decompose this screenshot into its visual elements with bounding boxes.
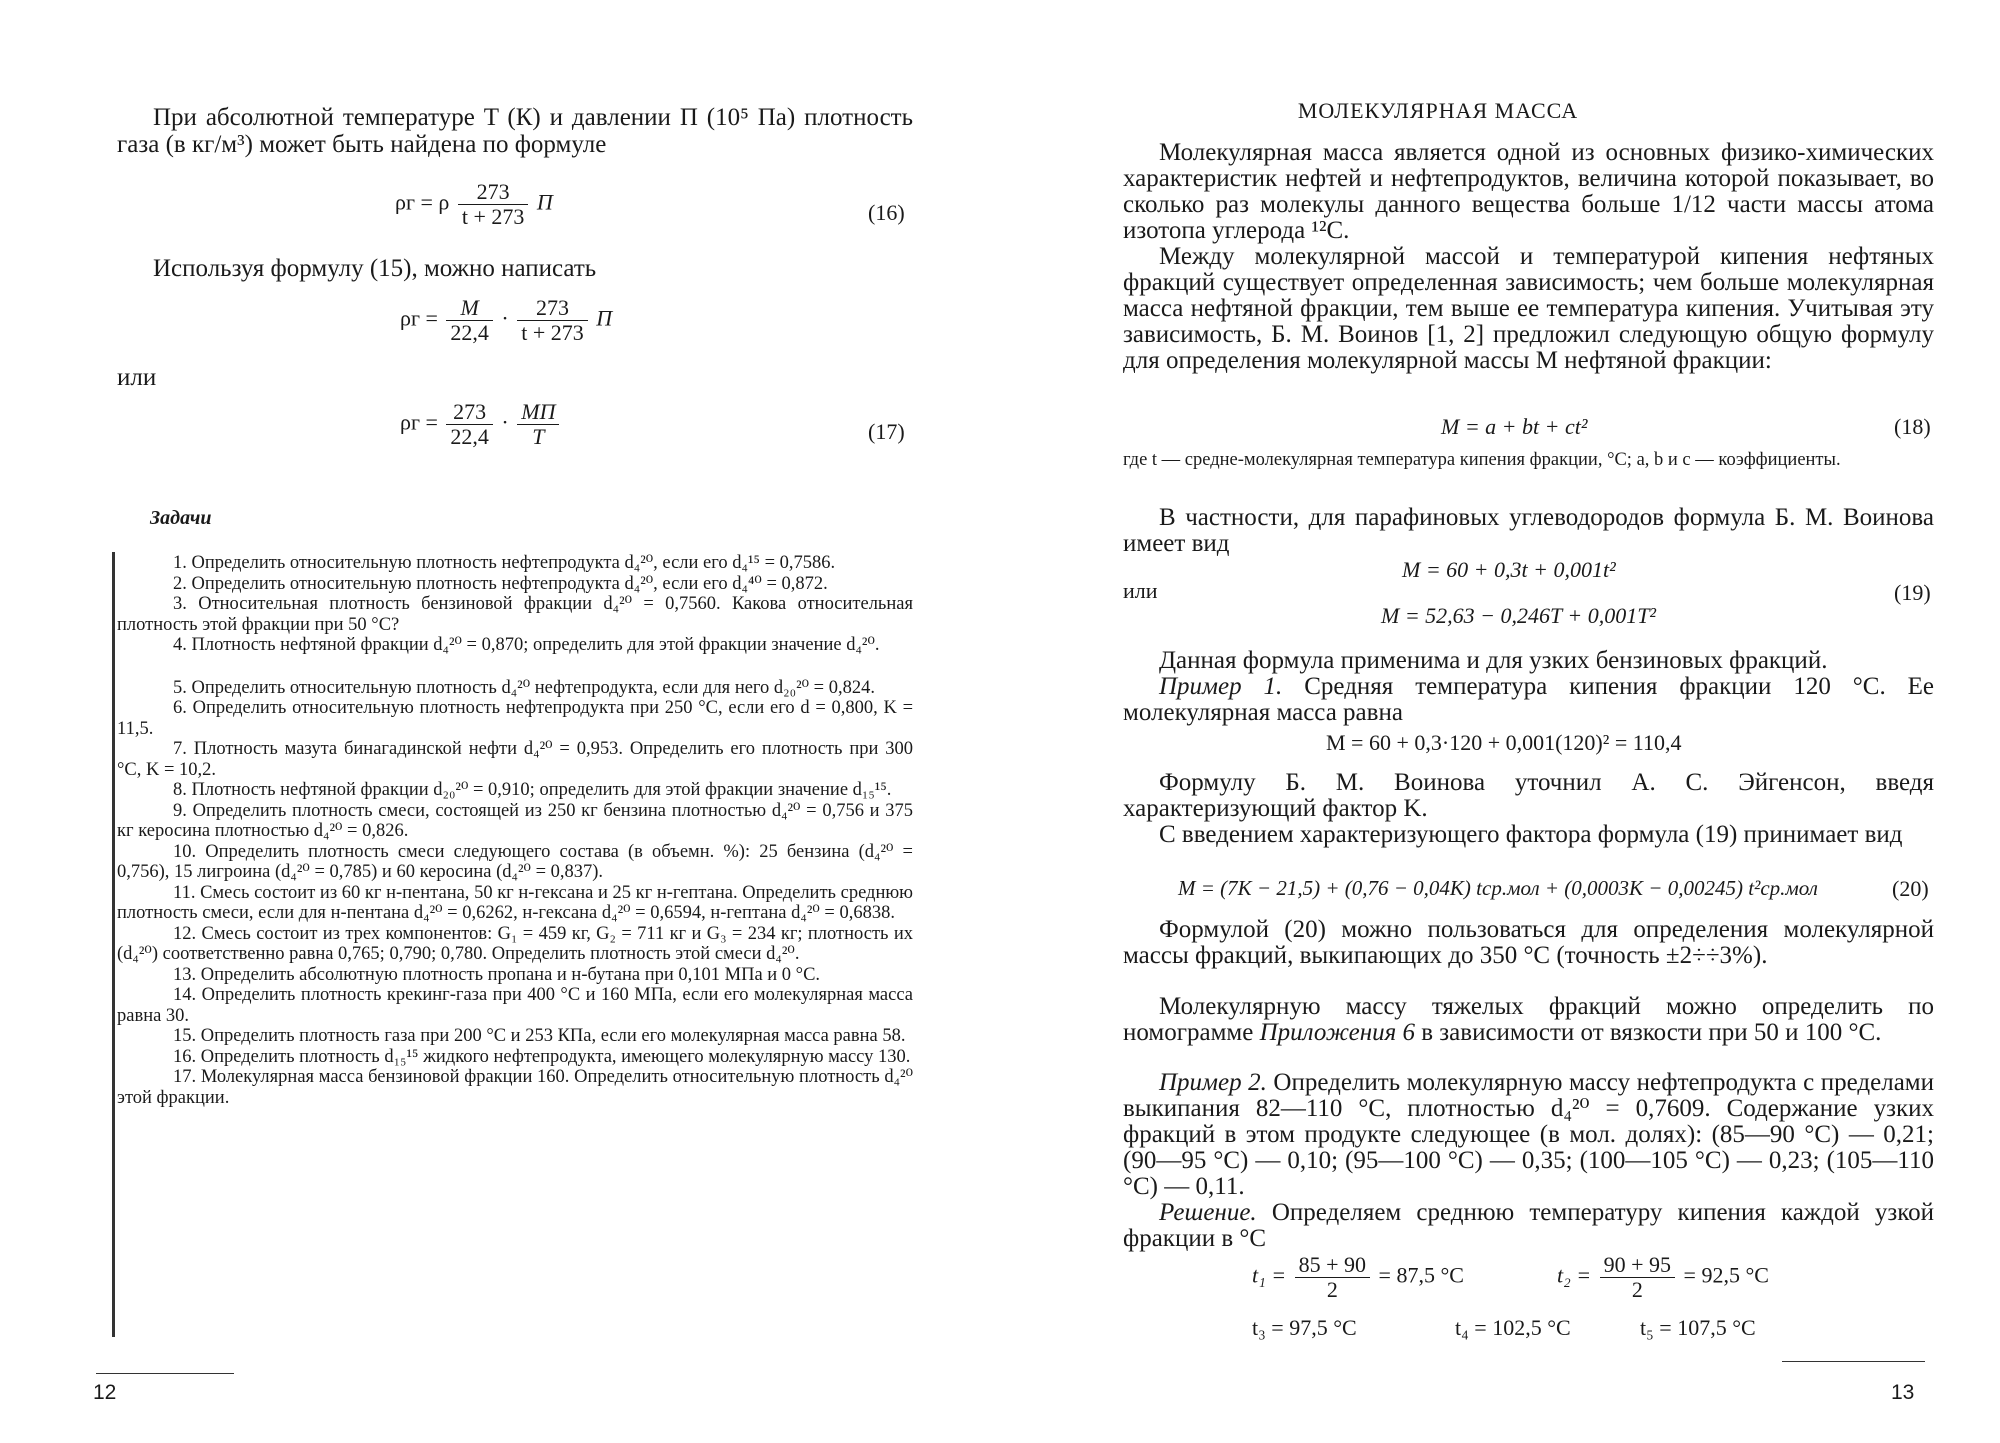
paragraph-8-start: Молекулярную массу тяжелых фракций можно определить по номограмме [1123, 993, 1934, 1046]
t2-numerator: 90 + 95 [1600, 1253, 1675, 1278]
solution-label: Решение. [1159, 1199, 1257, 1226]
paragraph-4: Данная формула применима и для узких бензиновых фракций. [1159, 647, 1828, 674]
t2-rhs: = 92,5 °С [1683, 1262, 1769, 1288]
eq16-fraction [458, 180, 529, 229]
equation-t3: t₃ = 97,5 °С [1252, 1315, 1357, 1340]
example-2-paragraph [1123, 1070, 1934, 1200]
or-text-left: или [117, 364, 157, 391]
eq15b-dot: · [501, 305, 509, 331]
equation-t2 [1557, 1253, 1769, 1302]
eq15b-num1: M [446, 296, 493, 321]
t1-fraction [1295, 1253, 1370, 1302]
t1-lhs: t₁ = [1252, 1262, 1287, 1288]
paragraph-2: Между молекулярной массой и температурой кипения нефтяных фракций существует определенная зависимость; чем больше молекулярная масса нефтяной фракции, тем выше ее температура кипения. Учитывая эту зависимость, Б. М. Воинов [1, 2] предложил следующую общую формулу для определения молекулярной массы M нефтяной фракции: [1123, 243, 1934, 374]
task-item: 1. Определить относительную плотность нефтепродукта d₄²⁰, если его d₄¹⁵ = 0,7586. [173, 553, 836, 573]
eq16-tail: П [536, 189, 553, 215]
page-number-left: 12 [93, 1381, 117, 1404]
solution-text: Определяем среднюю температуру кипения каждой узкой фракции в °С [1123, 1199, 1934, 1252]
eq15b-den1: 22,4 [450, 320, 489, 345]
solution-paragraph [1123, 1200, 1934, 1252]
task-item: 12. Смесь состоит из трех компонентов: G₁ = 459 кг, G₂ = 711 кг и G₃ = 234 кг; плотность их (d₄²⁰) соответственно равна 0,765; 0,790; 0,780. Определить плотность этой смеси d₄²⁰. [117, 923, 913, 964]
equation-example-1: M = 60 + 0,3·120 + 0,001(120)² = 110,4 [1326, 730, 1682, 755]
eq16-numerator: 273 [458, 180, 529, 205]
equation-20: M = (7K − 21,5) + (0,76 − 0,04K) tср.мол + (0,0003K − 0,00245) t²ср.мол [1178, 876, 1818, 900]
t1-denominator: 2 [1326, 1277, 1338, 1302]
eq17-num2: MП [517, 400, 559, 425]
equation-number-20: (20) [1892, 876, 1929, 901]
eq15b-num2: 273 [517, 296, 588, 321]
example-2-label: Пример 2. [1159, 1069, 1267, 1096]
task-item: 10. Определить плотность смеси следующего состава (в объемн. %): 25 бензина (d₄²⁰ = 0,756), 15 лигроина (d₄²⁰ = 0,785) и 60 керосина (d₄²⁰ = 0,837). [117, 841, 913, 882]
equation-19a: M = 60 + 0,3t + 0,001t² [1402, 557, 1616, 582]
example-1-text: Средняя температура кипения фракции 120 °С. Ее молекулярная масса равна [1123, 673, 1935, 726]
t1-numerator: 85 + 90 [1295, 1253, 1370, 1278]
or-text-right: или [1123, 578, 1158, 603]
eq17-dot: · [501, 409, 509, 435]
t1-rhs: = 87,5 °С [1378, 1262, 1464, 1288]
paragraph-7: Формулой (20) можно пользоваться для определения молекулярной массы фракций, выкипающих до 350 °С (точность ±2÷÷3%). [1123, 916, 1934, 969]
equation-19b: M = 52,63 − 0,246T + 0,001T² [1381, 603, 1657, 628]
eq15b-den2: t + 273 [521, 320, 584, 345]
equation-18: M = a + bt + ct² [1441, 414, 1588, 439]
paragraph-1: Молекулярная масса является одной из основных физико-химических характеристик нефтей и нефтепродуктов, величина которой показывает, во сколько раз молекулы данного вещества больше 1/12 части массы атома изотопа углерода ¹²С. [1123, 139, 1934, 244]
task-item: 5. Определить относительную плотность d₄²⁰ нефтепродукта, если для него d₂₀²⁰ = 0,824. [173, 677, 875, 698]
task-item: 8. Плотность нефтяной фракции d₂₀²⁰ = 0,910; определить для этой фракции значение d₁₅¹⁵. [173, 780, 892, 800]
example-1-paragraph [1123, 674, 1934, 726]
equation-15b [400, 296, 612, 345]
eq17-fraction-2 [517, 400, 559, 449]
equation-number-16: (16) [868, 200, 905, 225]
task-item: 9. Определить плотность смеси, состоящей из 250 кг бензина плотностью d₄²⁰ = 0,756 и 375 кг керосина плотностью d₄²⁰ = 0,826. [117, 800, 913, 841]
t2-denominator: 2 [1631, 1277, 1643, 1302]
section-heading: МОЛЕКУЛЯРНАЯ МАССА [1297, 98, 1579, 123]
footer-rule-right [1782, 1361, 1925, 1362]
eq16-denominator: t + 273 [461, 204, 525, 229]
eq15b-tail: П [596, 305, 613, 331]
eq15b-fraction-1 [446, 296, 493, 345]
where-18-text: где t — средне-молекулярная температура кипения фракции, °С; a, b и c — коэффициенты. [1123, 450, 1841, 470]
eq17-den1: 22,4 [450, 424, 489, 449]
using-formula-text: Используя формулу (15), можно написать [153, 255, 597, 282]
paragraph-3: В частности, для парафиновых углеводородов формула Б. М. Воинова имеет вид [1123, 504, 1934, 557]
eq16-lhs: ρг = ρ [395, 189, 450, 215]
tasks-heading: Задачи [150, 507, 212, 529]
footer-rule-left [96, 1373, 234, 1374]
task-item: 13. Определить абсолютную плотность пропана и н-бутана при 0,101 МПа и 0 °С. [173, 964, 821, 985]
task-item: 16. Определить плотность d₁₅¹⁵ жидкого нефтепродукта, имеющего молекулярную массу 130. [173, 1046, 911, 1067]
eq17-lhs: ρг = [400, 409, 438, 435]
paragraph-5: Формулу Б. М. Воинова уточнил А. С. Эйгенсон, введя характеризующий фактор K. [1123, 769, 1934, 822]
equation-16 [395, 180, 553, 229]
eq17-num1: 273 [446, 400, 493, 425]
task-item: 17. Молекулярная масса бензиновой фракции 160. Определить относительную плотность d₄²⁰ этой фракции. [117, 1067, 913, 1108]
task-item: 14. Определить плотность крекинг-газа при 400 °С и 160 МПа, если его молекулярная масса равна 30. [117, 985, 913, 1026]
eq15b-fraction-2 [517, 296, 588, 345]
eq17-fraction-1 [446, 400, 493, 449]
task-item: 2. Определить относительную плотность нефтепродукта d₄²⁰, если его d₄⁴⁰ = 0,872. [173, 573, 828, 594]
equation-t1 [1252, 1253, 1464, 1302]
equation-number-18: (18) [1894, 414, 1931, 439]
eq17-den2: T [532, 424, 545, 449]
t2-lhs: t₂ = [1557, 1262, 1592, 1288]
page-number-right: 13 [1891, 1381, 1915, 1404]
paragraph-6: С введением характеризующего фактора формула (19) принимает вид [1159, 821, 1903, 848]
equation-t5: t₅ = 107,5 °С [1640, 1315, 1756, 1340]
paragraph-8-end: в зависимости от вязкости при 50 и 100 °С. [1415, 1019, 1882, 1046]
intro-paragraph: При абсолютной температуре T (К) и давлении П (10⁵ Па) плотность газа (в кг/м³) может быть найдена по формуле [117, 104, 913, 158]
equation-17 [400, 400, 562, 449]
eq15b-lhs: ρг = [400, 305, 438, 331]
task-item: 3. Относительная плотность бензиновой фракции d₄²⁰ = 0,7560. Какова относительная плотность этой фракции при 50 °С? [117, 594, 913, 635]
right-page [1000, 0, 2000, 1443]
task-item: 7. Плотность мазута бинагадинской нефти d₄²⁰ = 0,953. Определить его плотность при 300 °С, K = 10,2. [117, 739, 913, 780]
equation-number-17: (17) [868, 419, 905, 444]
t2-fraction [1600, 1253, 1675, 1302]
tasks-list [117, 553, 913, 1108]
equation-number-19: (19) [1894, 580, 1931, 605]
task-item: 15. Определить плотность газа при 200 °С и 253 КПа, если его молекулярная масса равна 58. [173, 1026, 906, 1046]
appendix-reference: Приложения 6 [1259, 1019, 1415, 1046]
example-1-label: Пример 1. [1159, 673, 1283, 700]
task-item: 6. Определить относительную плотность нефтепродукта при 250 °С, если его d = 0,800, K = 11,5. [117, 698, 913, 739]
task-item: 11. Смесь состоит из 60 кг н-пентана, 50 кг н-гексана и 25 кг н-гептана. Определить среднюю плотность смеси, если для н-пентана d₄²⁰ = 0,6262, н-гексана d₄²⁰ = 0,6594, н-гептана d₄²⁰ = 0,6838. [117, 882, 913, 923]
equation-t4: t₄ = 102,5 °С [1455, 1315, 1571, 1340]
task-item: 4. Плотность нефтяной фракции d₄²⁰ = 0,870; определить для этой фракции значение d₄²⁰. [173, 635, 880, 655]
tasks-margin-bar [112, 552, 115, 1337]
example-2-text: Определить молекулярную массу нефтепродукта с пределами выкипания 82—110 °С, плотностью d₄²⁰ = 0,7609. Содержание узких фракций в этом продукте следующее (в мол. долях): (85—90 °С) — 0,21; (90—95 °С) — 0,10; (95—100 °С) — 0,35; (100—105 °С) — 0,23; (105—110 °С) — 0,11. [1123, 1069, 1934, 1200]
paragraph-8 [1123, 994, 1934, 1046]
